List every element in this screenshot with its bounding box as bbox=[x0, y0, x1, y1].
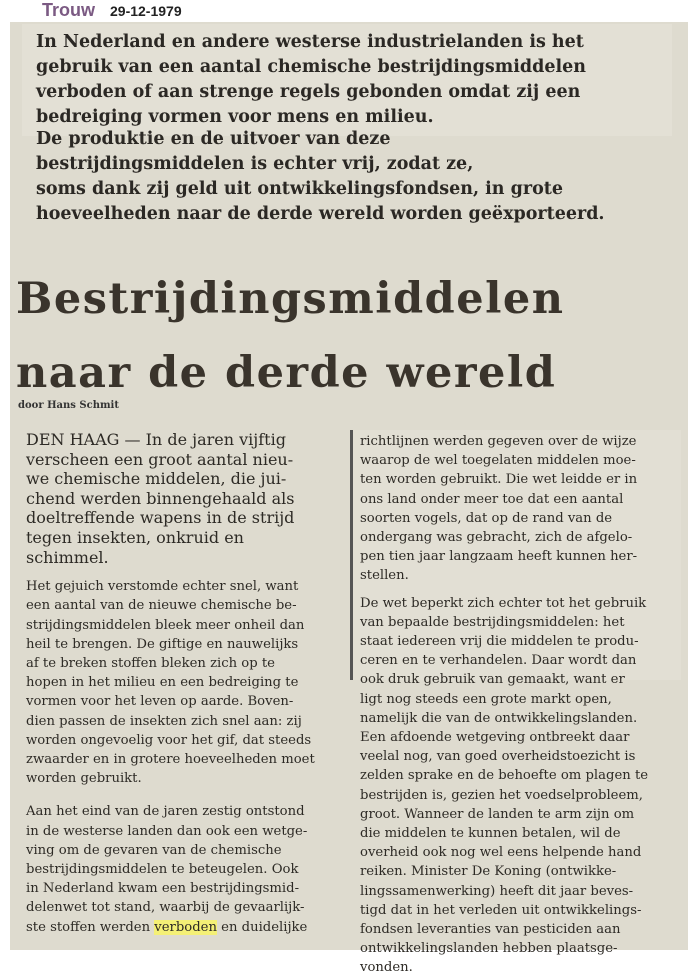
text-line: overheid ook nog wel eens helpende hand bbox=[360, 845, 642, 861]
headline bbox=[16, 262, 565, 410]
header-bar bbox=[0, 0, 700, 22]
text-line: reiken. Minister De Koning (ontwikke- bbox=[360, 864, 617, 880]
text-line: chend werden binnengehaald als bbox=[26, 488, 295, 508]
text-line: dien passen de insekten zich snel aan: zij bbox=[26, 713, 302, 729]
text-line: Een afdoende wetgeving ontbreekt daar bbox=[360, 730, 630, 746]
text-line: af te breken stoffen bleken zich op te bbox=[26, 655, 275, 671]
text-line: heil te brengen. De giftige en nauwelijks bbox=[26, 636, 299, 652]
text-line: lingssamenwerking) heeft dit jaar beves- bbox=[360, 883, 634, 899]
text-line: Het gejuich verstomde echter snel, want bbox=[26, 579, 299, 595]
article-column-2 bbox=[360, 432, 680, 978]
intro-paragraph bbox=[26, 430, 342, 567]
text-line: we chemische middelen, die jui- bbox=[26, 469, 287, 489]
lead-line: In Nederland en andere westerse industrielanden is het bbox=[36, 32, 584, 52]
text-line: vormen voor het leven op aarde. Boven- bbox=[26, 694, 294, 710]
text-line: staat iedereen vrij die middelen te produ- bbox=[360, 634, 639, 650]
text-line: ondergang was gebracht, zich de afgelo- bbox=[360, 530, 633, 546]
text-fragment: ste stoffen werden bbox=[26, 919, 155, 935]
text-line: van bepaalde bestrijdingsmiddelen: het bbox=[360, 614, 625, 630]
text-line: waarop de wel toegelaten middelen moe- bbox=[360, 453, 636, 469]
text-line: namelijk die van de ontwikkelingslanden. bbox=[360, 710, 638, 726]
text-line: strijdingsmiddelen bleek meer onheil dan bbox=[26, 617, 305, 633]
text-line: Aan het eind van de jaren zestig ontstond bbox=[26, 804, 305, 820]
lead-line: hoeveelheden naar de derde wereld worden geëxporteerd. bbox=[36, 204, 605, 224]
newspaper-name: Trouw bbox=[42, 0, 95, 20]
headline-line-2: naar de derde wereld bbox=[16, 348, 557, 398]
text-line: verscheen een groot aantal nieu- bbox=[26, 449, 294, 469]
text-line: tigd dat in het verleden uit ontwikkelings- bbox=[360, 902, 642, 918]
text-line: ligt nog steeds een grote markt open, bbox=[360, 691, 612, 707]
text-line: richtlijnen werden gegeven over de wijze bbox=[360, 434, 637, 449]
text-line: veelal nog, van goed overheidstoezicht is bbox=[360, 749, 636, 765]
text-line: schimmel. bbox=[26, 547, 109, 567]
text-line: in Nederland kwam een bestrijdingsmid- bbox=[26, 881, 300, 897]
text-line: vonden. bbox=[360, 960, 413, 976]
lead-line: verboden of aan strenge regels gebonden omdat zij een bbox=[36, 82, 581, 102]
byline: door Hans Schmit bbox=[18, 400, 119, 411]
text-line: groot. Wanneer de landen te arm zijn om bbox=[360, 806, 635, 822]
text-line: in de westerse landen dan ook een wetge- bbox=[26, 823, 308, 839]
lead-para-1 bbox=[36, 30, 676, 130]
text-line: hopen in het milieu en een bedreiging te bbox=[26, 675, 299, 691]
text-line: stellen. bbox=[360, 568, 409, 584]
publication-date: 29-12-1979 bbox=[110, 3, 182, 19]
text-line: tegen insekten, onkruid en bbox=[26, 527, 244, 547]
lead-line: De produktie en de uitvoer van deze bbox=[36, 129, 391, 149]
text-line-last bbox=[26, 918, 342, 937]
text-line: ook druk gebruik van gemaakt, want er bbox=[360, 672, 625, 688]
text-line: worden ongevoelig voor het gif, dat steeds bbox=[26, 732, 312, 748]
text-line: ons land onder meer toe dat een aantal bbox=[360, 491, 624, 507]
headline-line-1: Bestrijdingsmiddelen bbox=[16, 274, 565, 324]
text-line: ceren en te verhandelen. Daar wordt dan bbox=[360, 653, 637, 669]
text-line: fondsen leveranties van pesticiden aan bbox=[360, 922, 621, 938]
lead-paragraph bbox=[36, 30, 676, 227]
text-line: bestrijdingsmiddelen te beteugelen. Ook bbox=[26, 862, 299, 877]
text-line: ving om de gevaren van de chemische bbox=[26, 842, 282, 858]
text-fragment: en duidelijke bbox=[216, 919, 308, 935]
article-column-1 bbox=[26, 430, 342, 937]
text-line: worden gebruikt. bbox=[26, 771, 142, 787]
highlighted-word: verboden bbox=[154, 919, 217, 935]
lead-line: soms dank zij geld uit ontwikkelingsfondsen, in grote bbox=[36, 179, 563, 199]
text-line: DEN HAAG — In de jaren vijftig bbox=[26, 430, 286, 449]
text-line: ten worden gebruikt. Die wet leidde er in bbox=[360, 472, 638, 488]
text-line: ontwikkelingslanden hebben plaatsge- bbox=[360, 941, 618, 957]
text-line: De wet beperkt zich echter tot het gebruik bbox=[360, 595, 647, 611]
text-line: een aantal van de nieuwe chemische be- bbox=[26, 598, 297, 614]
text-line: pen tien jaar langzaam heeft kunnen her- bbox=[360, 549, 638, 565]
text-line: die middelen te kunnen betalen, wil de bbox=[360, 826, 621, 842]
lead-para-2 bbox=[36, 127, 676, 227]
body-paragraph bbox=[360, 594, 680, 978]
text-line: zwaarder en in grotere hoeveelheden moet bbox=[26, 751, 315, 767]
text-line: delenwet tot stand, waarbij de gevaarlijk- bbox=[26, 900, 305, 916]
lead-line: bedreiging vormen voor mens en milieu. bbox=[36, 107, 434, 127]
lead-line: bestrijdingsmiddelen is echter vrij, zodat ze, bbox=[36, 154, 474, 174]
text-line: bestrijden is, gezien het voedselprobleem, bbox=[360, 787, 643, 803]
body-paragraph bbox=[360, 432, 680, 586]
body-paragraph bbox=[26, 802, 342, 936]
lead-line: gebruik van een aantal chemische bestrijdingsmiddelen bbox=[36, 57, 587, 77]
text-line: doeltreffende wapens in de strijd bbox=[26, 508, 295, 528]
text-line: soorten vogels, dat op de rand van de bbox=[360, 510, 613, 526]
body-paragraph bbox=[26, 577, 342, 788]
text-line: zelden sprake en de behoefte om plagen te bbox=[360, 768, 649, 784]
